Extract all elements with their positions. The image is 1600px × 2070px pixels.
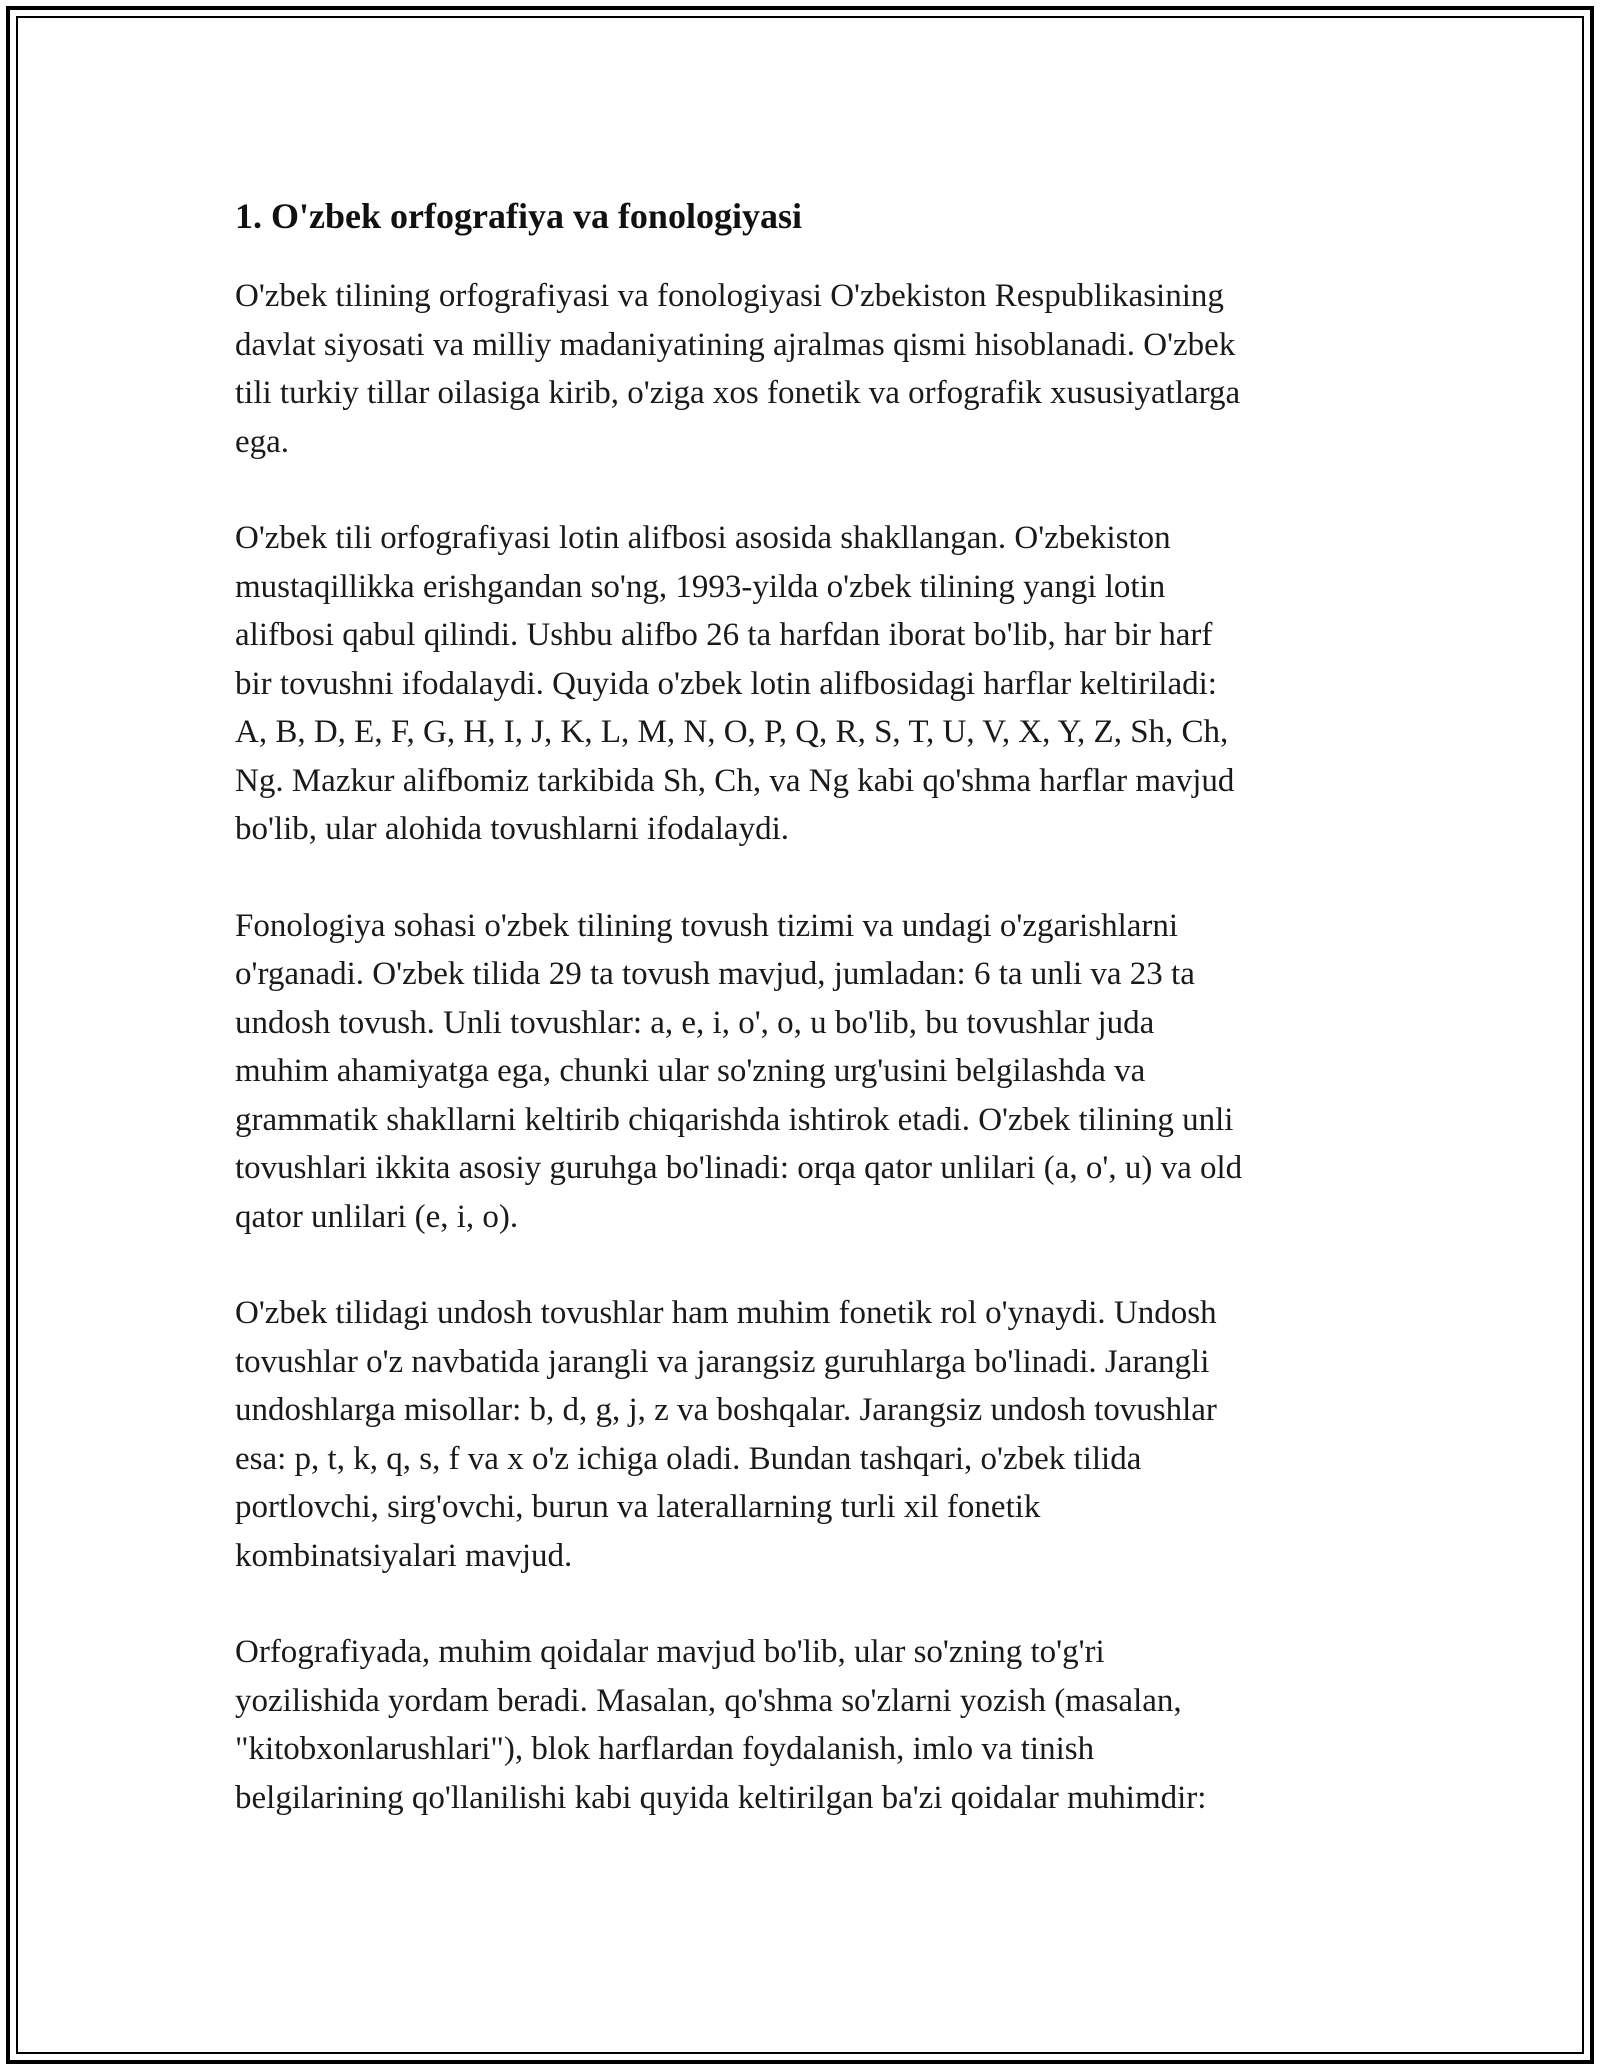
- document-body: [235, 188, 1385, 1870]
- paragraph-intro: O'zbek tilining orfografiyasi va fonologiyasi O'zbekiston Respublikasining davlat siyosati va milliy madaniyatining ajralmas qismi hisoblanadi. O'zbek tili turkiy tillar oilasiga kirib, o'ziga xos fonetik va orfografik xususiyatlarga ega.: [235, 278, 1241, 460]
- paragraph-orthography-alphabet: O'zbek tili orfografiyasi lotin alifbosi asosida shakllangan. O'zbekiston mustaqillikka erishgandan so'ng, 1993-yilda o'zbek tilining yangi lotin alifbosi qabul qilindi. Ushbu alifbo 26 ta harfdan iborat bo'lib, har bir harf bir tovushni ifodalaydi. Quyida o'zbek lotin alifbosidagi harflar keltiriladi: A, B, D, E, F, G, H, I, J, K, L, M, N, O, P, Q, R, S, T, U, V, X, Y, Z, Sh, Ch, Ng. Mazkur alifbomiz tarkibida Sh, Ch, va Ng kabi qo'shma harflar mavjud bo'lib, ular alohida tovushlarni ifodalaydi.: [235, 520, 1235, 847]
- paragraph-consonants: O'zbek tilidagi undosh tovushlar ham muhim fonetik rol o'ynaydi. Undosh tovushlar o'z navbatida jarangli va jarangsiz guruhlarga bo'linadi. Jarangli undoshlarga misollar: b, d, g, j, z va boshqalar. Jarangsiz undosh tovushlar esa: p, t, k, q, s, f va x o'z ichiga oladi. Bundan tashqari, o'zbek tilida portlovchi, sirg'ovchi, burun va laterallarning turli xil fonetik kombinatsiyalari mavjud.: [235, 1295, 1217, 1574]
- paragraph-orthography-rules: Orfografiyada, muhim qoidalar mavjud bo'lib, ular so'zning to'g'ri yozilishida yordam beradi. Masalan, qo'shma so'zlarni yozish (masalan, "kitobxonlarushlari"), blok harflardan foydalanish, imlo va tinish belgilarining qo'llanilishi kabi quyida keltirilgan ba'zi qoidalar muhimdir:: [235, 1634, 1207, 1816]
- paragraph-phonology-vowels: Fonologiya sohasi o'zbek tilining tovush tizimi va undagi o'zgarishlarni o'rganadi. O'zbek tilida 29 ta tovush mavjud, jumladan: 6 ta unli va 23 ta undosh tovush. Unli tovushlar: a, e, i, o', o, u bo'lib, bu tovushlar juda muhim ahamiyatga ega, chunki ular so'zning urg'usini belgilashda va grammatik shakllarni keltirib chiqarishda ishtirok etadi. O'zbek tilining unli tovushlari ikkita asosiy guruhga bo'linadi: orqa qator unlilari (a, o', u) va old qator unlilari (e, i, o).: [235, 907, 1243, 1235]
- section-heading: 1. O'zbek orfografiya va fonologiyasi: [235, 196, 802, 236]
